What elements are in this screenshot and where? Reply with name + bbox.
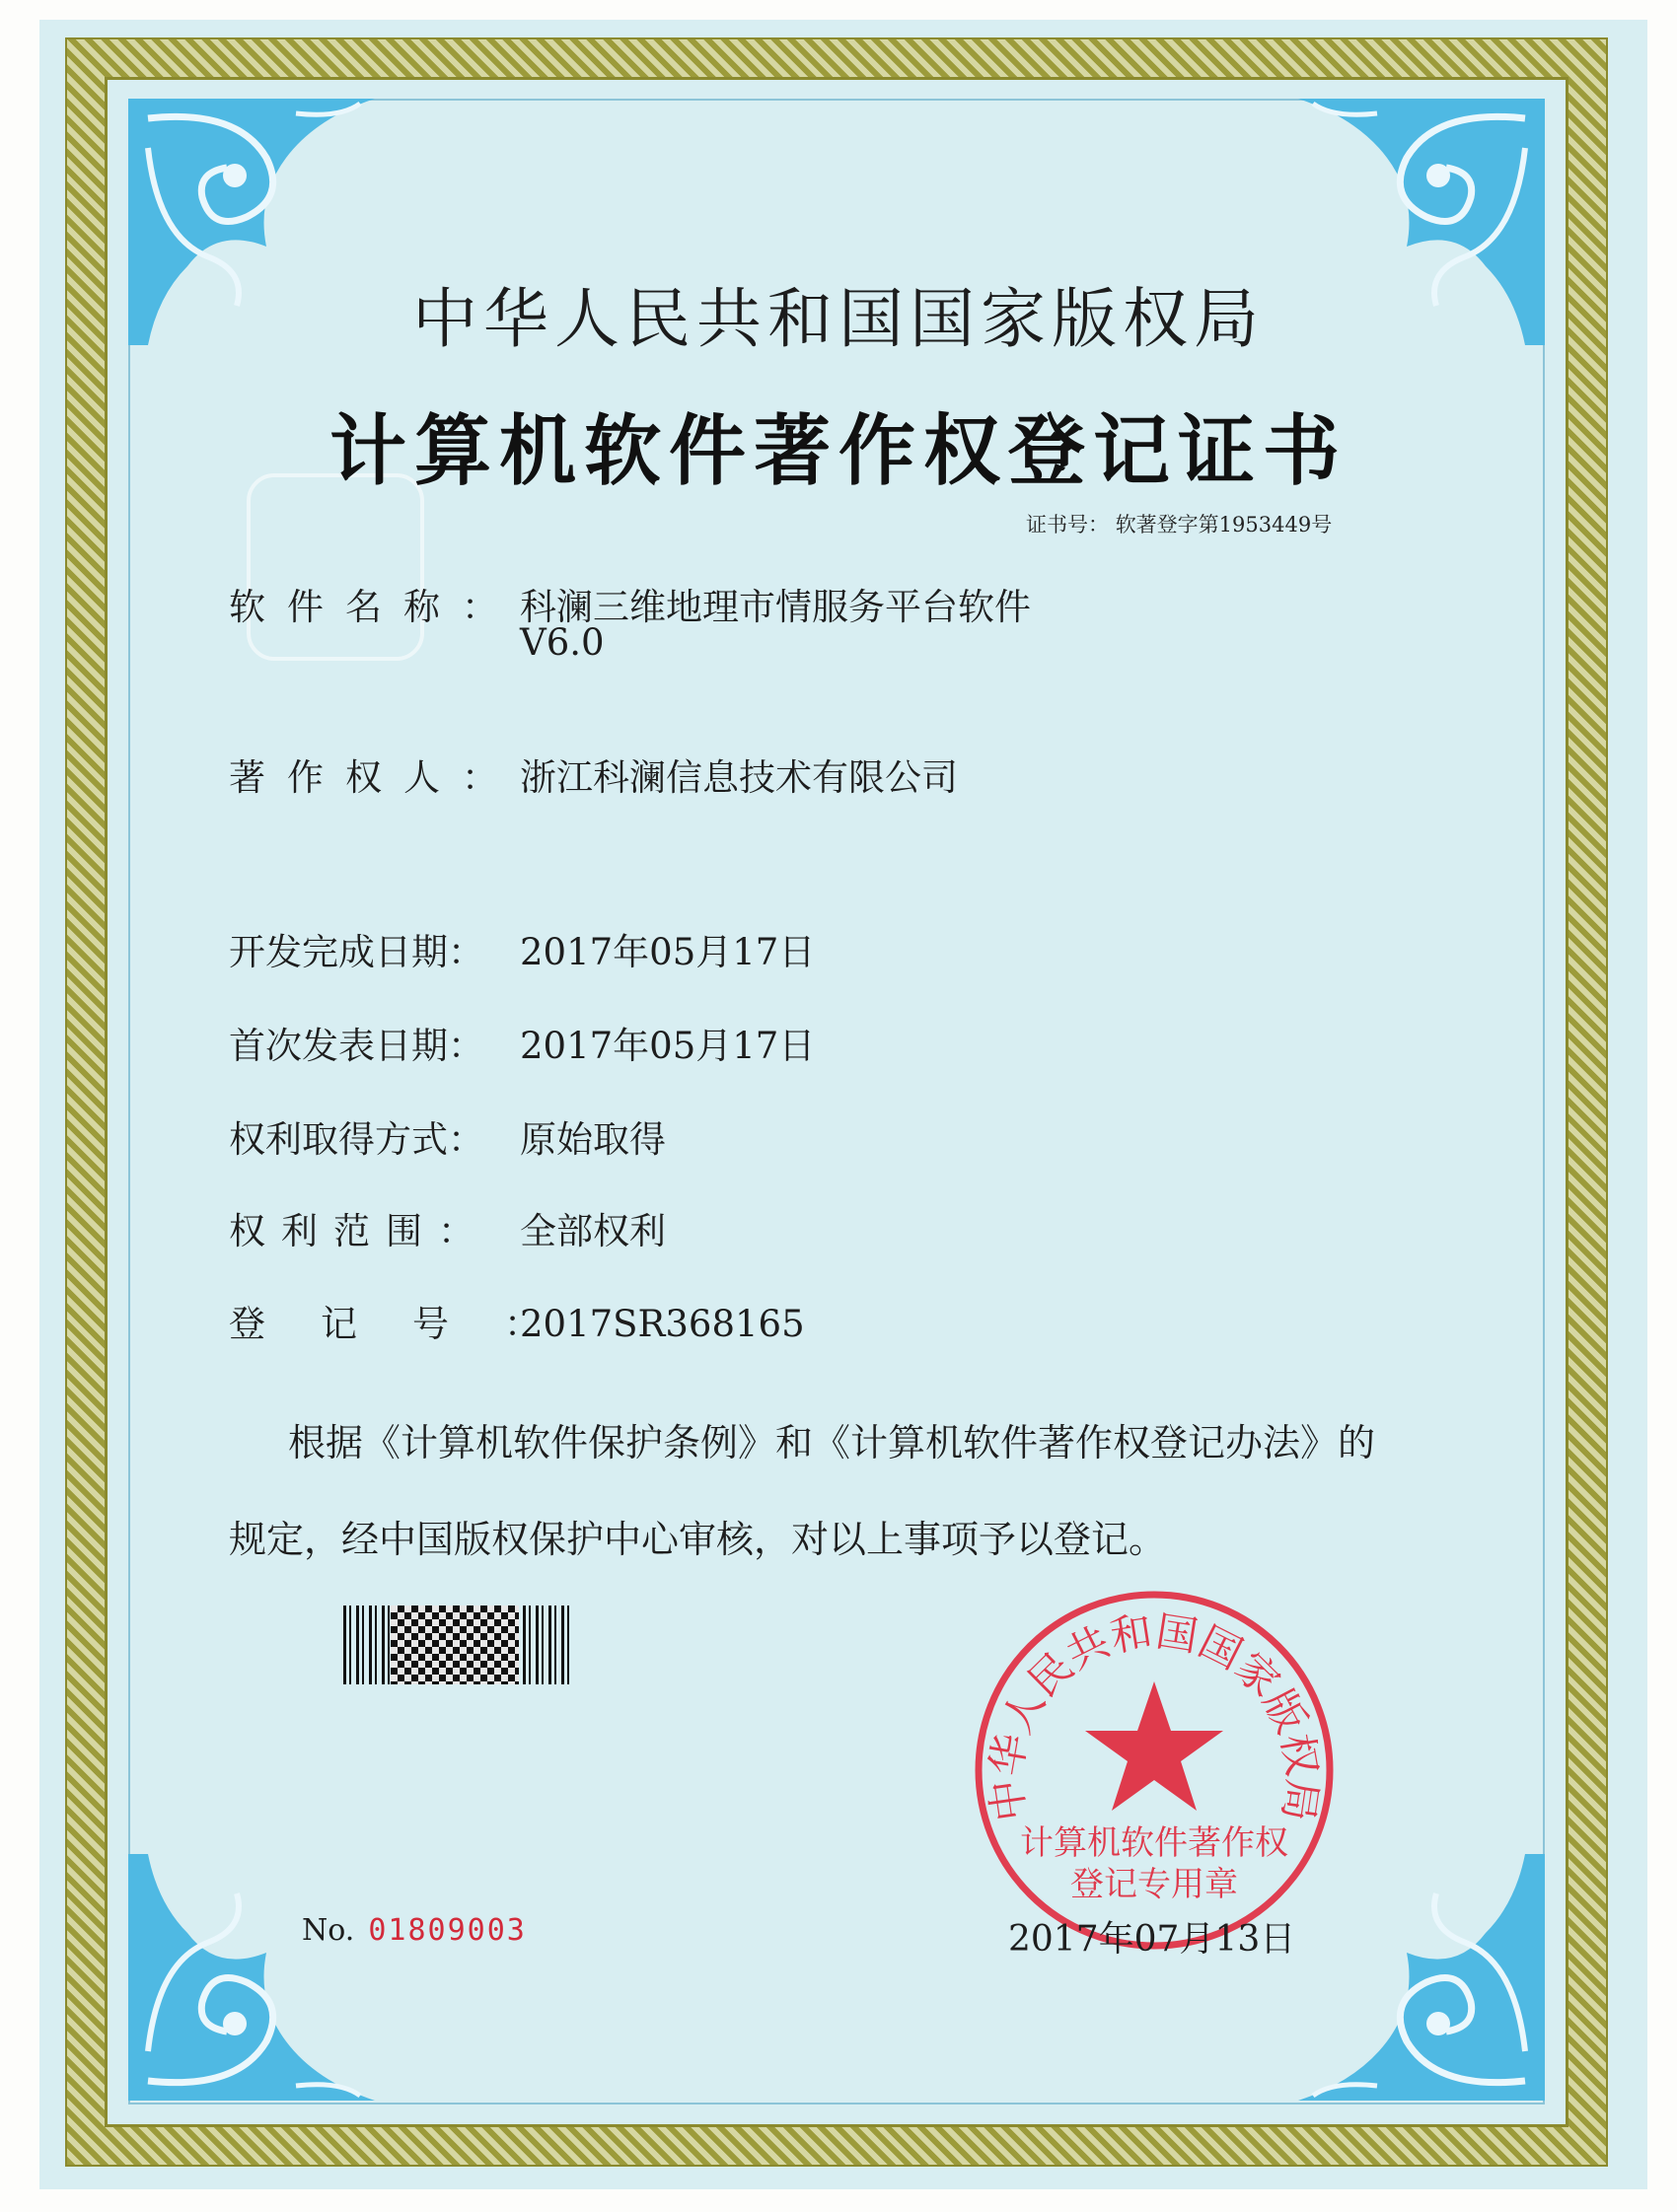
certificate-title: 计算机软件著作权登记证书 <box>328 406 1348 496</box>
barcode <box>343 1605 572 1684</box>
corner-ornament-bottom-left <box>118 1844 385 2110</box>
field-publish-date <box>229 1016 815 1069</box>
statement-line-1: 根据《计算机软件保护条例》和《计算机软件著作权登记办法》的 <box>288 1421 1376 1464</box>
seal-line-1: 计算机软件著作权 <box>1020 1823 1288 1863</box>
field-label: 权利取得方式： <box>229 1118 484 1161</box>
software-version: V6.0 <box>520 621 605 664</box>
issue-date: 2017年07月13日 <box>1008 1919 1296 1960</box>
field-completion-date <box>229 922 815 975</box>
field-value: 原始取得 <box>520 1118 666 1161</box>
field-label: 著作权人： <box>229 756 520 799</box>
field-value: 2017年05月17日 <box>520 1025 816 1067</box>
field-value: 2017年05月17日 <box>520 931 816 973</box>
emblem-watermark <box>247 473 424 661</box>
field-label: 软件名称： <box>229 586 520 628</box>
issuer-title: 中华人民共和国国家版权局 <box>412 281 1265 357</box>
field-value: 科澜三维地理市情服务平台软件 <box>520 586 1031 628</box>
certificate-number-value: 软著登字第1953449号 <box>1115 513 1333 536</box>
field-value: 2017SR368165 <box>520 1303 805 1345</box>
field-software-name <box>229 577 1031 630</box>
certificate-number-label: 证书号： <box>1026 513 1109 536</box>
certificate-number <box>1026 509 1332 538</box>
field-label: 开发完成日期： <box>229 931 484 973</box>
seal-ring-text: 中华人民共和国国家版权局 <box>981 1606 1328 1824</box>
official-seal <box>972 1588 1337 1953</box>
serial-label: No. <box>302 1913 355 1948</box>
field-value: 全部权利 <box>520 1210 666 1252</box>
serial-number <box>302 1913 527 1948</box>
field-label: 权利范围： <box>229 1210 490 1252</box>
field-value: 浙江科澜信息技术有限公司 <box>520 756 958 799</box>
field-acquisition-method <box>229 1109 666 1163</box>
barcode-matrix <box>391 1605 519 1684</box>
field-label: 登记号： <box>229 1303 596 1345</box>
field-copyright-owner <box>229 748 958 801</box>
seal-line-2: 登记专用章 <box>1070 1865 1238 1904</box>
field-registration-no <box>229 1294 805 1347</box>
field-rights-scope <box>229 1201 666 1254</box>
field-label: 首次发表日期： <box>229 1025 484 1067</box>
statement-line-2: 规定，经中国版权保护中心审核，对以上事项予以登记。 <box>229 1518 1167 1561</box>
serial-value: 01809003 <box>368 1913 527 1948</box>
